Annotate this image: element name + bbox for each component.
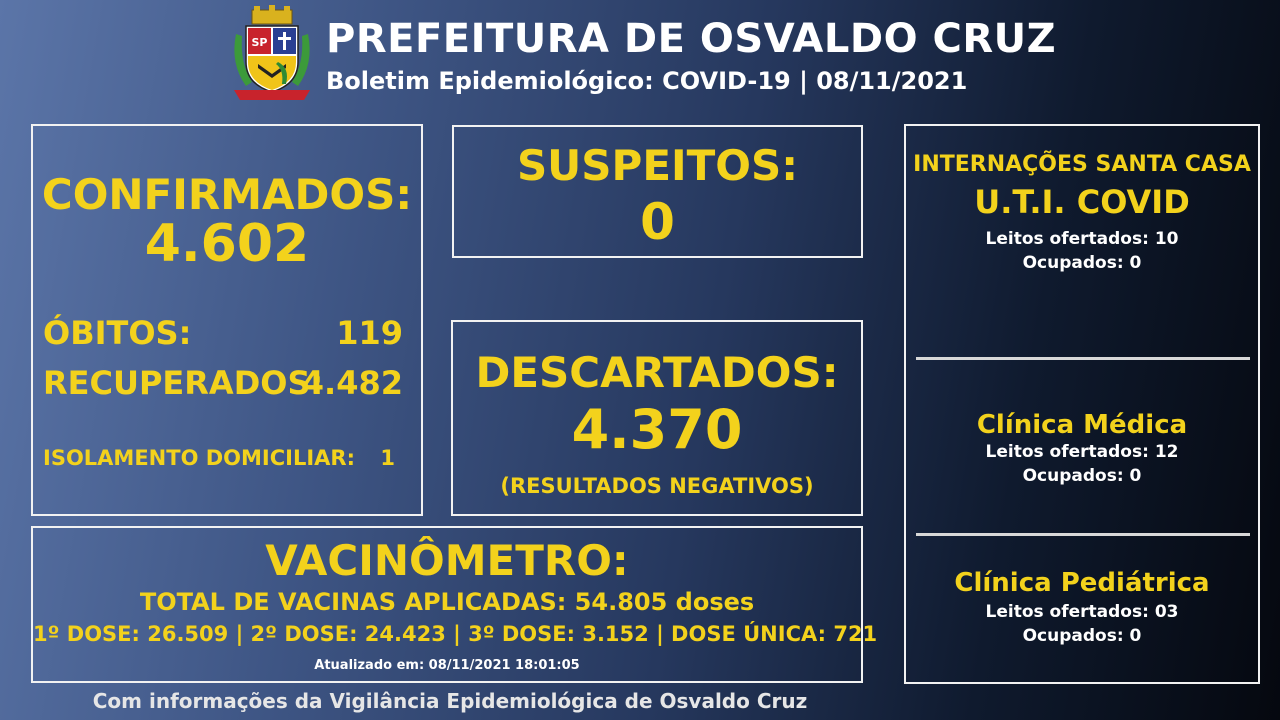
clinica-pediatrica-leitos: Leitos ofertados: 03: [985, 602, 1179, 622]
clinica-pediatrica-section: [906, 568, 1258, 648]
uti-leitos: Leitos ofertados: 10: [985, 229, 1179, 249]
vacinometro-panel: [31, 526, 878, 683]
descartados-note: (RESULTADOS NEGATIVOS): [500, 474, 814, 498]
suspeitos-panel: [452, 125, 863, 258]
obitos-row: [43, 314, 403, 352]
suspeitos-label: SUSPEITOS:: [516, 141, 799, 190]
hospital-panel: [904, 124, 1260, 684]
page-title: PREFEITURA DE OSVALDO CRUZ: [326, 16, 1057, 62]
descartados-value: 4.370: [571, 398, 743, 461]
confirmed-value: 4.602: [144, 214, 310, 274]
isolamento-label: ISOLAMENTO DOMICILIAR:: [43, 446, 355, 470]
clinica-medica-leitos: Leitos ofertados: 12: [985, 442, 1179, 462]
footer-source-note: Com informações da Vigilância Epidemiológica de Osvaldo Cruz: [92, 689, 808, 713]
clinica-pediatrica-title: Clínica Pediátrica: [954, 568, 1210, 598]
vacinometro-doses: 1º DOSE: 26.509 | 2º DOSE: 24.423 | 3º DOSE: 3.152 | DOSE ÚNICA: 721: [33, 622, 878, 646]
uti-title: U.T.I. COVID: [974, 183, 1190, 221]
isolamento-value: 1: [380, 446, 395, 470]
descartados-panel: [451, 320, 863, 516]
clinica-pediatrica-ocupados: Ocupados: 0: [1022, 626, 1142, 646]
page-subtitle: Boletim Epidemiológico: COVID-19 | 08/11/2021: [326, 67, 968, 95]
city-crest-icon: [228, 4, 316, 106]
vacinometro-label: VACINÔMETRO:: [265, 536, 629, 585]
clinica-medica-section: [906, 410, 1258, 488]
clinica-medica-title: Clínica Médica: [976, 410, 1188, 440]
confirmed-label: CONFIRMADOS:: [41, 170, 413, 219]
vacinometro-total: TOTAL DE VACINAS APLICADAS: 54.805 doses: [139, 588, 755, 616]
clinica-medica-ocupados: Ocupados: 0: [1022, 466, 1142, 486]
uti-ocupados: Ocupados: 0: [1022, 253, 1142, 273]
suspeitos-value: 0: [640, 193, 675, 251]
hospital-heading: INTERNAÇÕES SANTA CASA: [913, 152, 1251, 177]
confirmed-panel: [31, 124, 423, 516]
obitos-label: ÓBITOS:: [43, 314, 192, 352]
recuperados-value: 4.482: [301, 364, 403, 402]
section-divider: [916, 357, 1250, 360]
recuperados-label: RECUPERADOS:: [43, 364, 324, 402]
uti-section: [906, 152, 1258, 275]
svg-text:SP: SP: [251, 36, 268, 49]
section-divider: [916, 533, 1250, 536]
vacinometro-updated: Atualizado em: 08/11/2021 18:01:05: [314, 658, 580, 673]
isolamento-row: [43, 446, 395, 470]
obitos-value: 119: [336, 314, 403, 352]
recuperados-row: [43, 364, 403, 402]
descartados-label: DESCARTADOS:: [475, 348, 839, 397]
